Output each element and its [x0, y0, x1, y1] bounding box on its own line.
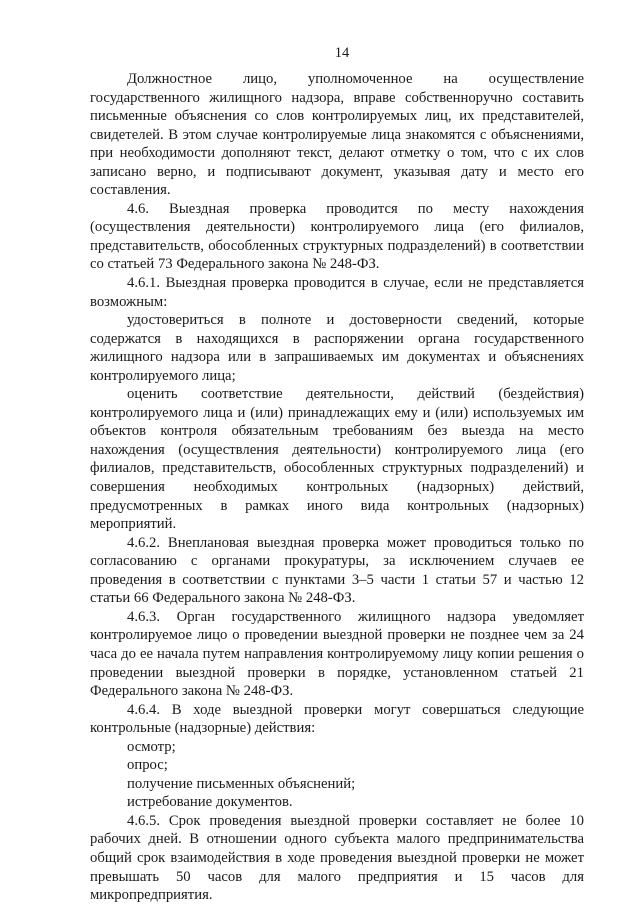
- list-item: осмотр;: [127, 738, 176, 755]
- paragraph-assess: оценить соответствие деятельности, действий (бездействия) контролируемого лица и (или) принадлежащих ему и (или) используемых им объектов контроля обязательным требованиям без выезда на место нахождения (осуществления деятельности) контролируемого лица (его филиалов, представительств, обособленных структурных подразделений) и совершения необходимых контрольных (надзорных) действий, предусмотренных в рамках иного вида контрольных (надзорных) мероприятий.: [90, 386, 584, 533]
- paragraph-verify: удостовериться в полноте и достоверности сведений, которые содержатся в находящихся в распоряжении органа государственного жилищного надзора или в запрашиваемых им документах и объяснениях контролируемого лица;: [90, 312, 584, 384]
- paragraph-4-6-1: 4.6.1. Выездная проверка проводится в случае, если не представляется возможным:: [90, 275, 584, 310]
- list-item: истребование документов.: [127, 794, 293, 811]
- paragraph-explanations: Должностное лицо, уполномоченное на осуществление государственного жилищного надзора, вправе собственноручно составить письменные объяснения со слов контролируемых лиц, их представителей, свидетелей. В этом случае контролируемые лица знакомятся с объяснениями, при необходимости дополняют текст, делают отметку о том, что с их слов записано верно, и подписывают документ, указывая дату и место его составления.: [90, 71, 584, 199]
- paragraph-4-6-2: 4.6.2. Внеплановая выездная проверка может проводиться только по согласованию с органами прокуратуры, за исключением случаев ее проведения в соответствии с пунктами 3–5 части 1 статьи 57 и частью 12 статьи 66 Федерального закона № 248-ФЗ.: [90, 534, 584, 607]
- document-body: [90, 70, 584, 905]
- list-item: опрос;: [127, 757, 168, 774]
- paragraph-4-6-3: 4.6.3. Орган государственного жилищного надзора уведомляет контролируемое лицо о проведении выездной проверки не позднее чем за 24 часа до ее начала путем направления контролируемому лицу копии решения о проведении выездной проверки в порядке, установленном статьей 21 Федерального закона № 248-ФЗ.: [90, 608, 584, 700]
- list-item: получение письменных объяснений;: [127, 775, 356, 792]
- paragraph-4-6: 4.6. Выездная проверка проводится по месту нахождения (осуществления деятельности) контролируемого лица (его филиалов, представительств, обособленных структурных подразделений) в соответствии со статьей 73 Федерального закона № 248-ФЗ.: [90, 200, 584, 273]
- paragraph-4-6-4: 4.6.4. В ходе выездной проверки могут совершаться следующие контрольные (надзорные) действия:: [90, 701, 584, 737]
- page-number: 14: [334, 45, 350, 61]
- paragraph-4-6-5: 4.6.5. Срок проведения выездной проверки составляет не более 10 рабочих дней. В отношении одного субъекта малого предпринимательства общий срок взаимодействия в ходе проведения выездной проверки не может превышать 50 часов для малого предприятия и 15 часов для микропредприятия.: [90, 812, 584, 904]
